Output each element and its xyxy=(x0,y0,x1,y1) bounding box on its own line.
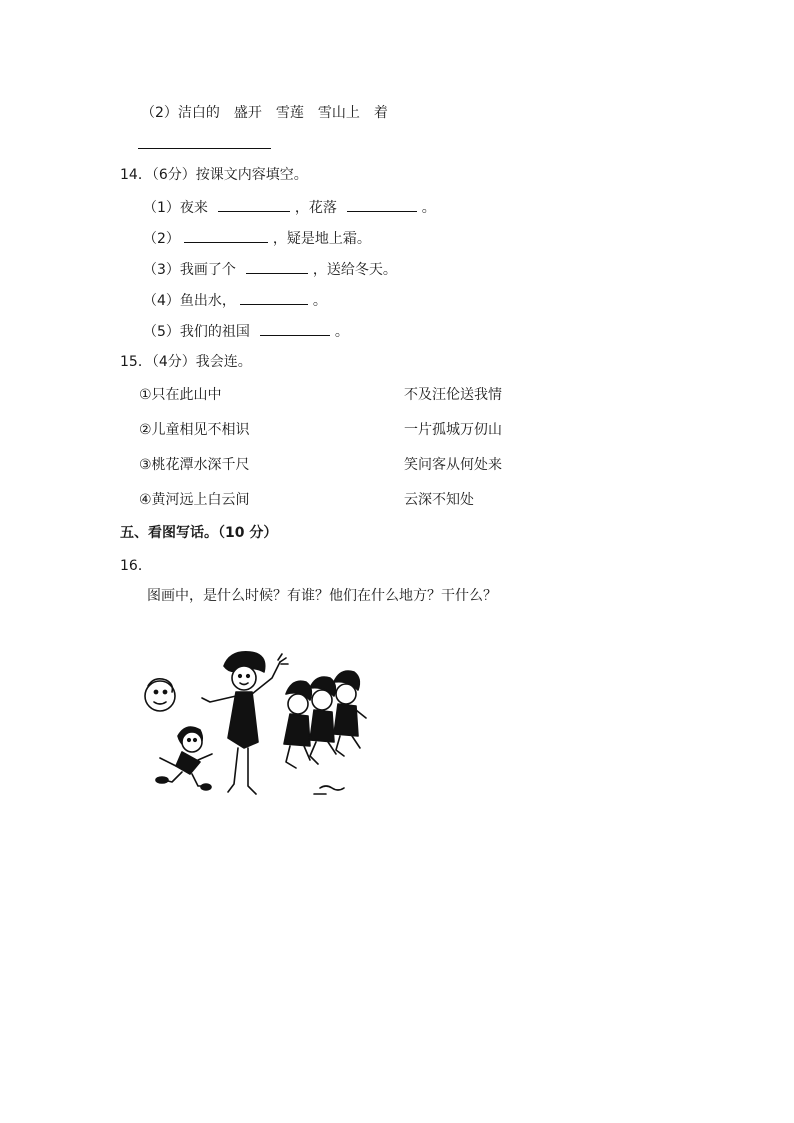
q14-item-1 xyxy=(143,199,436,215)
q14-title: 14．（6分）按课文内容填空。 xyxy=(120,167,308,183)
q14-item-4-prefix: （4）鱼出水， xyxy=(143,293,236,309)
q15-title: 15．（4分）我会连。 xyxy=(120,354,252,370)
q14-item-4-blank[interactable] xyxy=(240,292,308,305)
q14-item-2-prefix: （2） xyxy=(143,231,180,247)
q14-item-3 xyxy=(143,261,397,277)
q14-item-1-mid: ，花落 xyxy=(294,200,337,216)
q14-item-4 xyxy=(143,292,327,308)
q14-item-5-blank[interactable] xyxy=(260,323,330,336)
q14-item-5-prefix: （5）我们的祖国 xyxy=(143,324,250,340)
q14-item-2-blank[interactable] xyxy=(184,230,268,243)
q15-right-item-3[interactable]: 笑问客从何处来 xyxy=(404,457,502,473)
q14-item-4-suffix: 。 xyxy=(312,293,327,309)
q15-left-item-4[interactable]: ④黄河远上白云间 xyxy=(139,492,250,508)
section5-title: 五、看图写话。（10 分） xyxy=(120,525,278,541)
q15-right-item-1[interactable]: 不及汪伦送我情 xyxy=(404,387,502,403)
q15-left-item-1[interactable]: ①只在此山中 xyxy=(139,387,222,403)
q15-right-item-2[interactable]: 一片孤城万仞山 xyxy=(404,422,502,438)
q14-item-2-suffix: ，疑是地上霜。 xyxy=(272,231,371,247)
q14-item-3-suffix: ，送给冬天。 xyxy=(312,262,397,278)
q13-part2-answer-line[interactable] xyxy=(138,136,271,149)
q14-item-1-prefix: （1）夜来 xyxy=(143,200,208,216)
q14-item-3-prefix: （3）我画了个 xyxy=(143,262,236,278)
q14-item-5 xyxy=(143,323,349,339)
q15-left-item-3[interactable]: ③桃花潭水深千尺 xyxy=(139,457,250,473)
q16-prompt: 图画中，是什么时候？有谁？他们在什么地方？干什么？ xyxy=(147,588,497,604)
q14-item-5-suffix: 。 xyxy=(334,324,349,340)
q14-item-1-blank-2[interactable] xyxy=(347,199,417,212)
q15-right-item-4[interactable]: 云深不知处 xyxy=(404,492,474,508)
q15-left-item-2[interactable]: ②儿童相见不相识 xyxy=(139,422,250,438)
q14-item-3-blank[interactable] xyxy=(246,261,308,274)
children-playing-illustration xyxy=(140,648,368,804)
q14-item-1-suffix: 。 xyxy=(421,200,436,216)
q14-item-1-blank-1[interactable] xyxy=(218,199,290,212)
q16-number: 16． xyxy=(120,558,152,574)
q14-item-2 xyxy=(143,230,371,246)
q13-part2-words: （2）洁白的 盛开 雪莲 雪山上 着 xyxy=(141,105,388,121)
